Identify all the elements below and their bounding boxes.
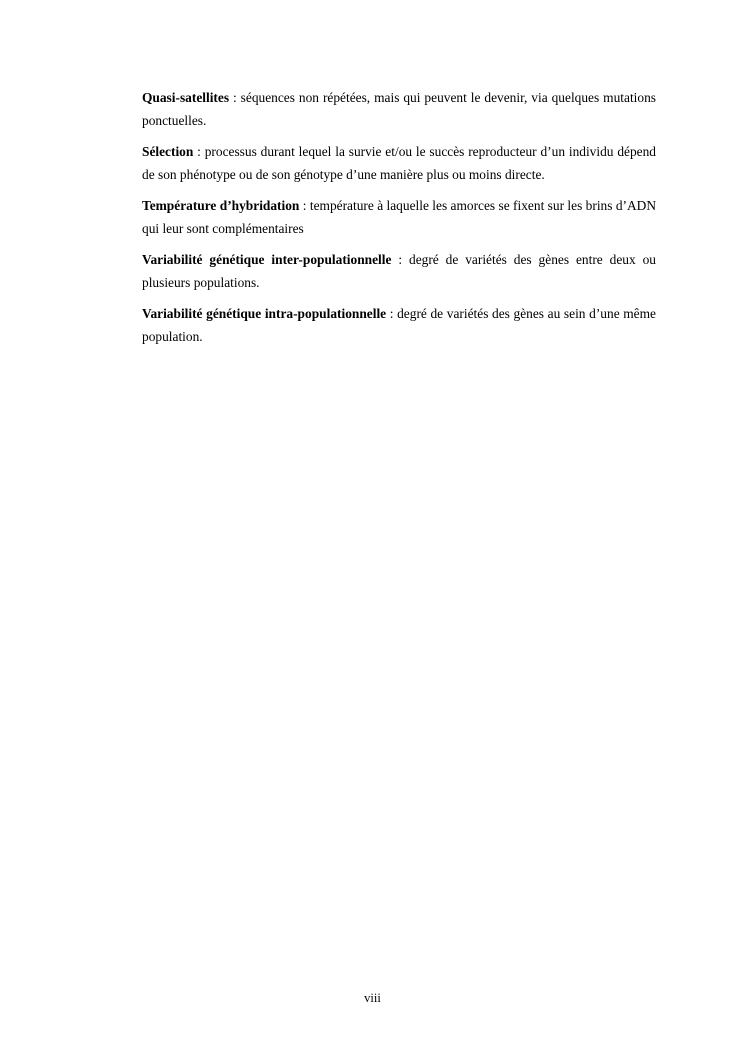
glossary-term: Variabilité génétique inter-populationnelle <box>142 252 392 267</box>
glossary-entry-variabilite-inter <box>142 248 656 294</box>
glossary-definition: : température à laquelle les amorces se fixent sur les brins d’ADN qui leur sont complémentaires <box>142 198 656 236</box>
glossary-term: Température d’hybridation <box>142 198 300 213</box>
glossary-entry-selection <box>142 140 656 186</box>
glossary-definition: : degré de variétés des gènes au sein d’une même population. <box>142 306 656 344</box>
glossary-term: Variabilité génétique intra-populationnelle <box>142 306 387 321</box>
glossary-entry-quasi-satellites <box>142 86 656 132</box>
glossary-term: Sélection <box>142 144 194 159</box>
page-number: viii <box>364 991 381 1005</box>
glossary-entry-temperature-hybridation <box>142 194 656 240</box>
glossary-list <box>142 86 656 356</box>
glossary-term: Quasi-satellites <box>142 90 230 105</box>
glossary-definition: : processus durant lequel la survie et/ou le succès reproducteur d’un individu dépend de son phénotype ou de son génotype d’une manière plus ou moins directe. <box>142 144 656 182</box>
glossary-definition: : séquences non répétées, mais qui peuvent le devenir, via quelques mutations ponctuelles. <box>142 90 656 128</box>
glossary-entry-variabilite-intra <box>142 302 656 348</box>
glossary-definition: : degré de variétés des gènes entre deux ou plusieurs populations. <box>142 252 656 290</box>
